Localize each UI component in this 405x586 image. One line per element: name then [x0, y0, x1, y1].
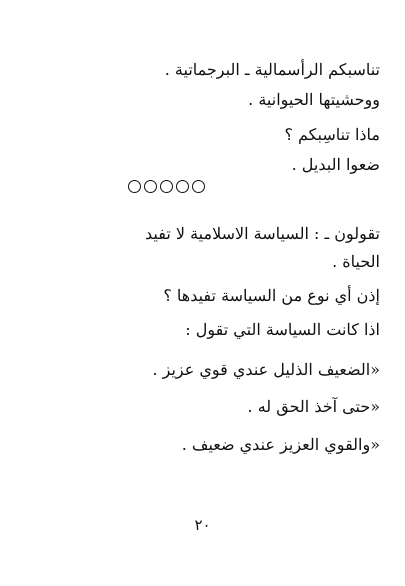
text-line-4: ضعوا البديل .: [291, 155, 380, 174]
page-number: ٢٠: [194, 516, 211, 534]
text-line-11: «والقوي العزيز عندي ضعيف .: [181, 435, 380, 454]
text-line-6: الحياة .: [332, 252, 380, 271]
divider-circle: [160, 180, 173, 193]
text-line-8: اذا كانت السياسة التي تقول :: [185, 320, 380, 339]
divider-circle: [176, 180, 189, 193]
section-divider-circles: [128, 180, 212, 198]
text-line-1: تناسبكم الرأسمالية ـ البرجماتية .: [164, 60, 380, 79]
text-line-3: ماذا تناسِبكم ؟: [284, 125, 380, 144]
divider-circle: [144, 180, 157, 193]
text-line-10: «حتى آخذ الحق له .: [247, 397, 380, 416]
text-line-9: «الضعيف الذليل عندي قوي عزيز .: [152, 360, 380, 379]
divider-circle: [128, 180, 141, 193]
text-line-7: إذن أي نوع من السياسة تفيدها ؟: [163, 286, 380, 305]
text-line-2: ووحشيتها الحيوانية .: [248, 90, 380, 109]
text-line-5: تقولون ـ : السياسة الاسلامية لا تفيد: [145, 224, 380, 243]
divider-circle: [192, 180, 205, 193]
